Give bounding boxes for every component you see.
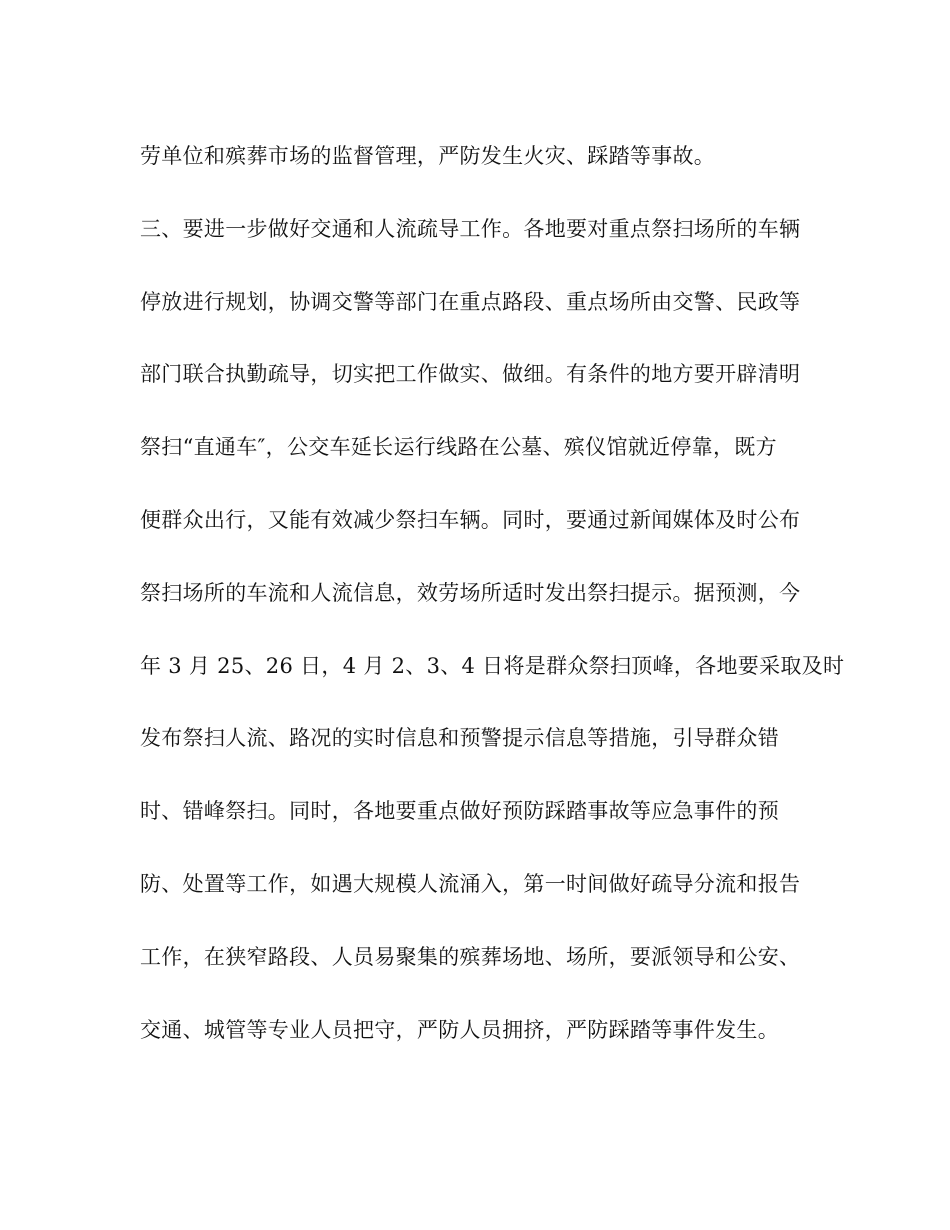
text-line: 工作，在狭窄路段、人员易聚集的殡葬场地、场所，要派领导和公安、	[140, 944, 801, 969]
text-line: 防、处置等工作，如遇大规模人流涌入，第一时间做好疏导分流和报告	[140, 871, 801, 896]
text-line: 年 3 月 25、26 日，4 月 2、3、4 日将是群众祭扫顶峰，各地要采取及时	[140, 653, 845, 678]
text-line: 三、要进一步做好交通和人流疏导工作。各地要对重点祭扫场所的车辆	[140, 216, 801, 241]
text-line: 时、错峰祭扫。同时，各地要重点做好预防踩踏事故等应急事件的预	[140, 799, 779, 824]
text-line: 祭扫场所的车流和人流信息，效劳场所适时发出祭扫提示。据预测，今	[140, 580, 801, 605]
text-line: 发布祭扫人流、路况的实时信息和预警提示信息等措施，引导群众错	[140, 726, 779, 751]
text-line: 交通、城管等专业人员把守，严防人员拥挤，严防踩踏等事件发生。	[140, 1017, 779, 1042]
text-line: 祭扫“直通车″，公交车延长运行线路在公墓、殡仪馆就近停靠，既方	[140, 435, 777, 460]
text-line: 便群众出行，又能有效减少祭扫车辆。同时，要通过新闻媒体及时公布	[140, 507, 801, 532]
body-text	[140, 132, 845, 1078]
text-line: 部门联合执勤疏导，切实把工作做实、做细。有条件的地方要开辟清明	[140, 362, 801, 387]
text-line: 停放进行规划，协调交警等部门在重点路段、重点场所由交警、民政等	[140, 289, 801, 314]
text-line: 劳单位和殡葬市场的监督管理，严防发生火灾、踩踏等事故。	[140, 144, 716, 168]
